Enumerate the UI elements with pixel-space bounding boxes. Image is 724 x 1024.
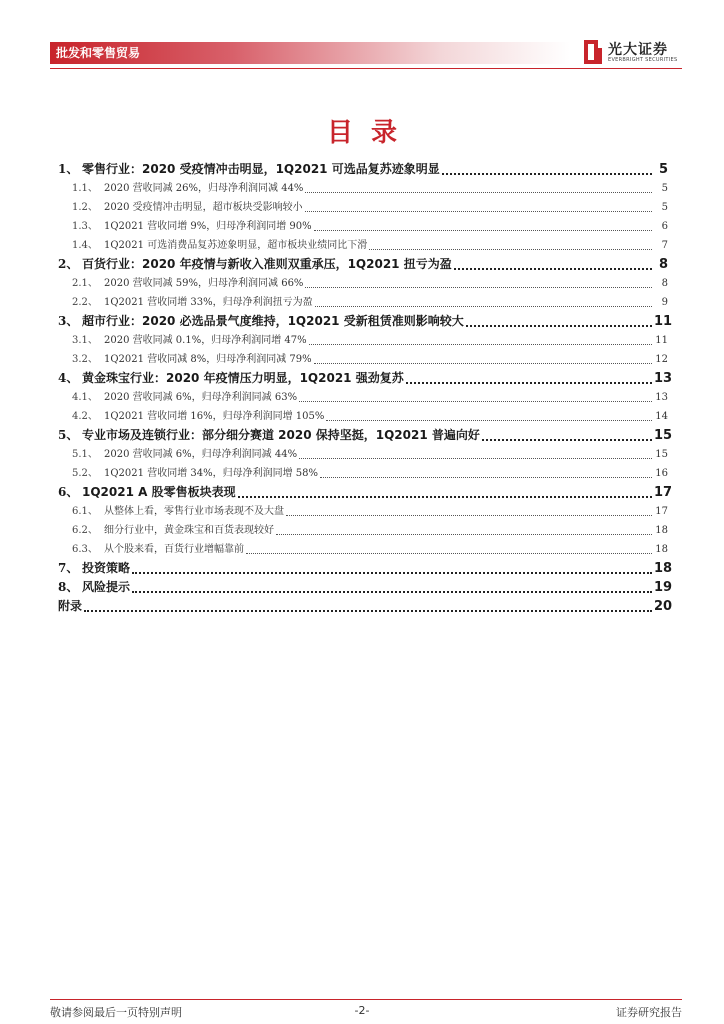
toc-entry-title: 2020 营收同减 26%，归母净利润同减 44% — [104, 183, 304, 194]
toc-entry-subsection[interactable] — [58, 388, 668, 407]
toc-entry-page: 18 — [655, 544, 668, 555]
toc-entry-title: 2020 营收同减 6%，归母净利润同减 44% — [104, 449, 298, 460]
toc-entry-subsection[interactable] — [58, 464, 668, 483]
toc-entry-section[interactable] — [58, 312, 673, 331]
toc-entry-subsection[interactable] — [58, 198, 668, 217]
toc-entry-number: 3、 — [58, 314, 79, 328]
toc-entry-number: 1.1、 — [72, 183, 98, 194]
toc-entry-title: 2020 营收同减 0.1%，归母净利润同增 47% — [104, 335, 307, 346]
toc-entry-number: 1、 — [58, 162, 79, 176]
toc-entry-title: 1Q2021 营收同减 8%，归母净利润同减 79% — [104, 354, 312, 365]
toc-entry-subsection[interactable] — [58, 540, 668, 559]
toc-entry-page: 8 — [658, 257, 668, 272]
toc-leader-dots — [326, 420, 652, 421]
toc-entry-number: 1.4、 — [72, 240, 98, 251]
table-of-contents — [58, 160, 673, 616]
toc-entry-number: 1.2、 — [72, 202, 98, 213]
toc-entry-title: 超市行业：2020 必选品景气度维持，1Q2021 受新租赁准则影响较大 — [82, 314, 464, 328]
toc-entry-page: 11 — [655, 335, 668, 346]
toc-entry-title: 零售行业：2020 受疫情冲击明显，1Q2021 可选品复苏迹象明显 — [82, 162, 440, 176]
footer-rule — [50, 999, 682, 1000]
toc-leader-dots — [309, 344, 652, 345]
toc-leader-dots — [299, 458, 652, 459]
logo-mark-icon — [582, 38, 604, 66]
toc-entry-page: 18 — [654, 561, 673, 576]
toc-leader-dots — [286, 515, 652, 516]
company-logo — [582, 38, 682, 68]
toc-leader-dots — [299, 401, 652, 402]
toc-entry-title: 2020 营收同减 59%，归母净利润同减 66% — [104, 278, 304, 289]
toc-leader-dots — [305, 211, 652, 212]
page-number: -2- — [354, 1004, 370, 1017]
toc-leader-dots — [454, 268, 652, 270]
toc-leader-dots — [482, 439, 652, 441]
toc-entry-title: 1Q2021 营收同增 34%，归母净利润同增 58% — [104, 468, 318, 479]
toc-entry-page: 17 — [654, 485, 673, 500]
toc-entry-title: 2020 营收同减 6%，归母净利润同减 63% — [104, 392, 298, 403]
toc-leader-dots — [314, 230, 652, 231]
toc-entry-page: 13 — [654, 371, 673, 386]
toc-entry-title: 从个股来看，百货行业增幅靠前 — [104, 544, 244, 555]
toc-entry-subsection[interactable] — [58, 521, 668, 540]
toc-entry-title: 从整体上看，零售行业市场表现不及大盘 — [104, 506, 284, 517]
toc-leader-dots — [238, 496, 652, 498]
toc-entry-title: 附录 — [58, 599, 83, 613]
toc-entry-subsection[interactable] — [58, 217, 668, 236]
toc-entry-section[interactable] — [58, 426, 673, 445]
toc-entry-number: 3.1、 — [72, 335, 98, 346]
toc-entry-subsection[interactable] — [58, 293, 668, 312]
toc-entry-page: 12 — [655, 354, 668, 365]
toc-entry-number: 4、 — [58, 371, 79, 385]
footer-disclaimer: 敬请参阅最后一页特别声明 — [50, 1006, 182, 1019]
toc-entry-subsection[interactable] — [58, 350, 668, 369]
toc-entry-subsection[interactable] — [58, 236, 668, 255]
toc-entry-page: 8 — [661, 278, 668, 289]
toc-entry-page: 6 — [661, 221, 668, 232]
toc-entry-number: 4.2、 — [72, 411, 98, 422]
toc-entry-section[interactable] — [58, 597, 673, 616]
toc-entry-title: 专业市场及连锁行业：部分细分赛道 2020 保持坚挺，1Q2021 普遍向好 — [82, 428, 480, 442]
toc-leader-dots — [246, 553, 652, 554]
toc-entry-number: 5、 — [58, 428, 79, 442]
toc-leader-dots — [132, 572, 652, 574]
toc-leader-dots — [314, 363, 652, 364]
toc-leader-dots — [305, 192, 652, 193]
toc-entry-page: 5 — [661, 202, 668, 213]
toc-entry-number: 8、 — [58, 580, 79, 594]
toc-leader-dots — [406, 382, 652, 384]
toc-leader-dots — [305, 287, 652, 288]
toc-entry-number: 1.3、 — [72, 221, 98, 232]
logo-chinese-name: 光大证券 — [608, 42, 668, 58]
toc-entry-title: 1Q2021 营收同增 33%，归母净利润扭亏为盈 — [104, 297, 313, 308]
header-rule — [50, 68, 682, 69]
toc-entry-number: 7、 — [58, 561, 79, 575]
toc-entry-number: 6.3、 — [72, 544, 98, 555]
page-title: 目录 — [326, 118, 415, 148]
header-section-label: 批发和零售贸易 — [56, 46, 141, 60]
toc-entry-page: 13 — [655, 392, 668, 403]
toc-entry-number: 4.1、 — [72, 392, 98, 403]
toc-entry-page: 5 — [661, 183, 668, 194]
toc-entry-page: 19 — [654, 580, 673, 595]
toc-entry-number: 2.2、 — [72, 297, 98, 308]
toc-entry-title: 百货行业：2020 年疫情与新收入准则双重承压，1Q2021 扭亏为盈 — [82, 257, 452, 271]
toc-leader-dots — [320, 477, 652, 478]
toc-entry-subsection[interactable] — [58, 179, 668, 198]
toc-entry-page: 7 — [661, 240, 668, 251]
toc-entry-section[interactable] — [58, 483, 673, 502]
toc-entry-page: 5 — [658, 162, 668, 177]
toc-entry-title: 1Q2021 营收同增 16%，归母净利润同增 105% — [104, 411, 325, 422]
toc-entry-number: 6、 — [58, 485, 79, 499]
toc-entry-title: 黄金珠宝行业：2020 年疫情压力明显，1Q2021 强劲复苏 — [82, 371, 404, 385]
toc-leader-dots — [84, 610, 652, 612]
toc-entry-title: 细分行业中，黄金珠宝和百货表现较好 — [104, 525, 274, 536]
toc-entry-number: 2、 — [58, 257, 79, 271]
toc-entry-number: 5.2、 — [72, 468, 98, 479]
toc-entry-subsection[interactable] — [58, 445, 668, 464]
toc-entry-page: 18 — [655, 525, 668, 536]
toc-entry-title: 投资策略 — [82, 561, 131, 575]
toc-entry-section[interactable] — [58, 255, 668, 274]
toc-entry-section[interactable] — [58, 559, 673, 578]
toc-entry-page: 11 — [654, 314, 673, 329]
toc-entry-number: 6.1、 — [72, 506, 98, 517]
footer-report-type: 证券研究报告 — [616, 1006, 682, 1019]
toc-leader-dots — [369, 249, 652, 250]
toc-entry-section[interactable] — [58, 160, 668, 179]
toc-entry-page: 15 — [654, 428, 673, 443]
toc-entry-page: 16 — [655, 468, 668, 479]
toc-entry-number: 6.2、 — [72, 525, 98, 536]
toc-entry-number: 2.1、 — [72, 278, 98, 289]
logo-english-name: EVERBRIGHT SECURITIES — [608, 57, 678, 63]
toc-leader-dots — [132, 591, 652, 593]
toc-leader-dots — [442, 173, 652, 175]
toc-entry-section[interactable] — [58, 369, 673, 388]
toc-entry-page: 14 — [655, 411, 668, 422]
toc-entry-title: 1Q2021 A 股零售板块表现 — [82, 485, 236, 499]
toc-entry-title: 1Q2021 可选消费品复苏迹象明显，超市板块业绩同比下滑 — [104, 240, 368, 251]
toc-entry-page: 9 — [661, 297, 668, 308]
toc-entry-page: 15 — [655, 449, 668, 460]
toc-entry-number: 5.1、 — [72, 449, 98, 460]
toc-entry-page: 17 — [655, 506, 668, 517]
toc-entry-subsection[interactable] — [58, 274, 668, 293]
toc-entry-page: 20 — [654, 599, 673, 614]
toc-leader-dots — [315, 306, 652, 307]
toc-entry-subsection[interactable] — [58, 331, 668, 350]
toc-entry-subsection[interactable] — [58, 407, 668, 426]
toc-entry-number: 3.2、 — [72, 354, 98, 365]
toc-entry-subsection[interactable] — [58, 502, 668, 521]
toc-leader-dots — [276, 534, 652, 535]
toc-entry-title: 1Q2021 营收同增 9%，归母净利润同增 90% — [104, 221, 312, 232]
toc-entry-title: 风险提示 — [82, 580, 131, 594]
toc-leader-dots — [466, 325, 652, 327]
toc-entry-title: 2020 受疫情冲击明显，超市板块受影响较小 — [104, 202, 303, 213]
toc-entry-section[interactable] — [58, 578, 673, 597]
